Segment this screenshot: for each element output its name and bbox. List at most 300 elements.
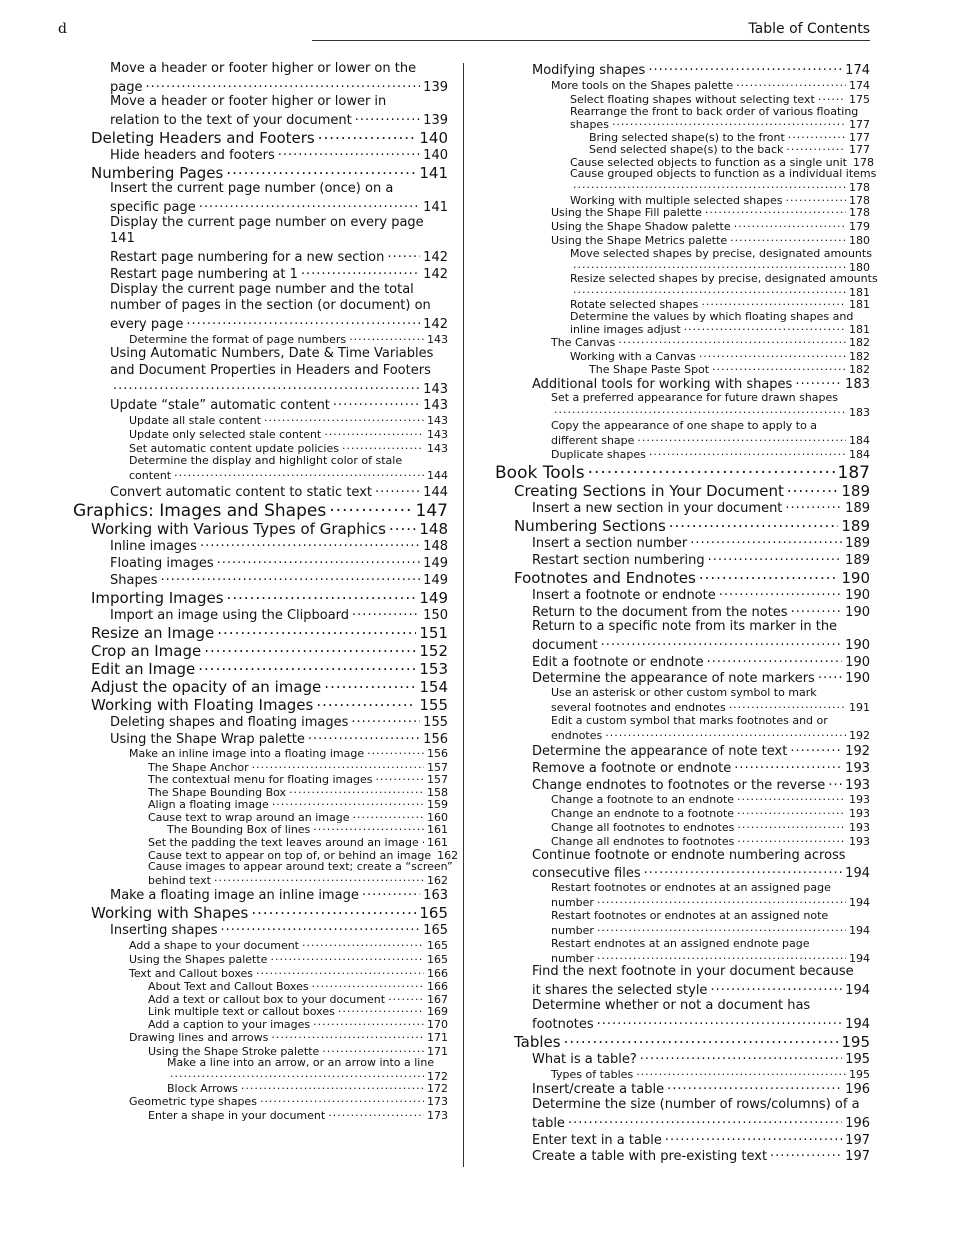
toc-entry[interactable] [129, 1094, 448, 1108]
toc-entry-title: Set the padding the text leaves around an image [148, 836, 419, 849]
toc-entry-title: Restart footnotes or endnotes at an assigned note [551, 909, 829, 922]
toc-entry[interactable] [110, 396, 448, 413]
toc-entry[interactable] [551, 78, 870, 92]
toc-entry[interactable] [91, 519, 448, 538]
toc-entry[interactable] [91, 163, 448, 182]
toc-leader-dots [352, 606, 420, 619]
toc-leader-dots [333, 396, 420, 409]
toc-entry-title: Copy the appearance of one shape to apply to a [551, 419, 818, 432]
toc-leader-dots [252, 760, 424, 771]
toc-entry-title: Align a floating image [148, 798, 269, 811]
toc-entry[interactable] [570, 297, 870, 311]
toc-entry[interactable] [110, 248, 448, 265]
toc-leader-dots [260, 1094, 424, 1105]
toc-entry[interactable] [110, 713, 448, 730]
toc-entry-page: 193 [849, 807, 870, 820]
toc-entry-title: Determine the values by which floating shapes and [570, 310, 854, 323]
toc-entry-page: 192 [849, 729, 870, 742]
toc-entry[interactable] [532, 61, 870, 78]
toc-entry[interactable] [551, 714, 870, 727]
toc-entry[interactable] [532, 636, 870, 653]
toc-entry[interactable] [532, 603, 870, 620]
toc-leader-dots [422, 835, 424, 846]
toc-entry[interactable] [551, 700, 870, 714]
toc-entry[interactable] [91, 695, 448, 714]
toc-entry[interactable] [551, 728, 870, 742]
toc-entry[interactable] [110, 61, 430, 76]
toc-entry-title: Using the Shape Shadow palette [551, 220, 731, 233]
toc-entry[interactable] [551, 820, 870, 834]
toc-entry-title: Using the Shape Fill palette [551, 206, 702, 219]
toc-entry-title: Working with a Canvas [570, 350, 696, 363]
toc-entry[interactable] [551, 834, 870, 848]
toc-entry[interactable] [570, 92, 870, 106]
toc-entry[interactable] [551, 419, 870, 432]
toc-entry[interactable] [551, 881, 870, 894]
toc-leader-dots [113, 380, 420, 393]
toc-entry-title: Return to the document from the notes [532, 605, 788, 620]
toc-leader-dots [145, 78, 420, 91]
toc-entry-page: 156 [423, 732, 448, 747]
toc-entry[interactable] [148, 1108, 448, 1122]
toc-entry[interactable] [110, 537, 448, 554]
toc-entry[interactable] [551, 686, 870, 699]
toc-entry[interactable] [532, 864, 870, 881]
toc-entry[interactable] [91, 903, 448, 922]
toc-entry[interactable] [551, 391, 870, 404]
toc-entry-title: Graphics: Images and Shapes [73, 501, 327, 521]
toc-entry-title: 141 [110, 231, 135, 246]
toc-entry[interactable] [148, 797, 448, 811]
toc-entry[interactable] [110, 483, 448, 500]
toc-entry[interactable] [129, 413, 448, 427]
toc-entry-page: 189 [845, 501, 870, 516]
toc-leader-dots [684, 322, 846, 333]
toc-entry[interactable] [551, 895, 870, 909]
toc-entry-page: 149 [423, 573, 448, 588]
toc-entry-title: Send selected shape(s) to the back [589, 143, 784, 156]
toc-entry[interactable] [148, 873, 448, 887]
toc-entry-page: 178 [853, 156, 874, 169]
toc-leader-dots [597, 951, 846, 962]
toc-leader-dots [786, 142, 846, 153]
toc-entry-title: Deleting shapes and floating images [110, 715, 349, 730]
toc-leader-dots [375, 772, 424, 783]
toc-entry[interactable] [532, 586, 870, 603]
toc-entry-title: Add a shape to your document [129, 939, 299, 952]
toc-entry-page: 166 [427, 980, 448, 993]
toc-entry-title: Inline images [110, 539, 197, 554]
toc-leader-dots [640, 1050, 842, 1063]
toc-leader-dots [388, 992, 424, 1003]
toc-entry[interactable] [110, 298, 448, 313]
toc-entry-page: 149 [419, 589, 448, 607]
toc-entry[interactable] [532, 534, 870, 551]
toc-entry[interactable] [532, 551, 870, 568]
toc-entry-page: 195 [849, 1068, 870, 1081]
toc-entry[interactable] [532, 669, 870, 686]
toc-entry-page: 167 [427, 993, 448, 1006]
toc-entry[interactable] [110, 94, 430, 109]
toc-leader-dots [790, 742, 842, 755]
toc-entry[interactable] [532, 1080, 870, 1097]
toc-entry[interactable] [532, 776, 870, 793]
toc-entry[interactable] [110, 282, 448, 297]
toc-entry-title: Find the next footnote in your document because [532, 964, 854, 979]
toc-entry[interactable] [129, 427, 448, 441]
toc-entry-page: 152 [419, 642, 448, 660]
toc-entry[interactable] [551, 405, 870, 419]
toc-entry-page: 182 [849, 336, 870, 349]
toc-leader-dots [636, 1067, 846, 1078]
toc-leader-dots [227, 588, 417, 603]
toc-entry-title: Use an asterisk or other custom symbol to mark [551, 686, 817, 699]
toc-entry[interactable] [167, 1056, 448, 1069]
toc-leader-dots [597, 923, 846, 934]
toc-entry[interactable] [110, 215, 448, 230]
toc-entry-page: 141 [423, 200, 448, 215]
toc-leader-dots [367, 746, 424, 757]
toc-entry-title: Working with multiple selected shapes [570, 194, 783, 207]
toc-entry[interactable] [110, 921, 448, 938]
toc-entry[interactable] [167, 822, 448, 836]
toc-entry[interactable] [148, 1004, 448, 1018]
toc-leader-dots [271, 1030, 424, 1041]
toc-entry[interactable] [570, 167, 877, 180]
toc-entry-title: behind text [148, 874, 211, 887]
toc-entry[interactable] [532, 1050, 870, 1067]
toc-entry-page: 159 [427, 798, 448, 811]
toc-entry[interactable] [514, 481, 870, 500]
toc-entry[interactable] [110, 886, 448, 903]
toc-entry[interactable] [532, 499, 870, 516]
toc-entry-page: 143 [427, 428, 448, 441]
toc-entry-title: Restart section numbering [532, 553, 705, 568]
toc-entry-title: Working with Shapes [91, 904, 249, 922]
toc-entry-page: 143 [423, 398, 448, 413]
toc-entry[interactable] [589, 142, 870, 156]
toc-entry-page: 196 [845, 1116, 870, 1131]
toc-entry-page: 166 [427, 967, 448, 980]
toc-leader-dots [665, 1131, 842, 1144]
toc-entry-page: 142 [423, 267, 448, 282]
toc-entry[interactable] [532, 1097, 870, 1112]
toc-entry-title: page [110, 80, 143, 95]
toc-leader-dots [241, 1081, 424, 1092]
toc-entry[interactable] [532, 981, 870, 998]
toc-entry-title: Update all stale content [129, 414, 261, 427]
toc-leader-dots [770, 1147, 842, 1160]
toc-entry[interactable] [110, 265, 448, 282]
toc-entry-title: Using the Shape Metrics palette [551, 234, 728, 247]
toc-entry-page: 142 [423, 250, 448, 265]
toc-leader-dots [669, 516, 839, 531]
toc-leader-dots [199, 198, 420, 211]
toc-leader-dots [734, 759, 842, 772]
toc-entry[interactable] [551, 909, 870, 922]
toc-entry[interactable] [551, 792, 870, 806]
toc-entry-title: Geometric type shapes [129, 1095, 257, 1108]
toc-entry[interactable] [129, 468, 448, 482]
toc-entry[interactable] [551, 951, 870, 965]
toc-entry[interactable] [91, 623, 448, 642]
toc-entry[interactable] [551, 433, 870, 447]
toc-entry[interactable] [532, 964, 870, 979]
toc-entry-title: Importing Images [91, 589, 224, 607]
toc-entry[interactable] [532, 1131, 870, 1148]
toc-entry[interactable] [495, 461, 870, 483]
toc-entry-title: Drawing lines and arrows [129, 1031, 269, 1044]
toc-entry-page: 155 [423, 715, 448, 730]
toc-leader-dots [174, 468, 424, 479]
toc-entry-page: 172 [427, 1082, 448, 1095]
toc-entry[interactable] [110, 730, 448, 747]
toc-entry[interactable] [110, 606, 448, 623]
toc-entry-title: several footnotes and endnotes [551, 701, 726, 714]
toc-entry[interactable] [532, 1147, 870, 1164]
toc-entry-page: 189 [845, 536, 870, 551]
toc-entry-page: 195 [841, 1033, 870, 1051]
toc-entry[interactable] [551, 1067, 870, 1081]
toc-entry[interactable] [167, 1081, 448, 1095]
toc-entry-page: 197 [845, 1133, 870, 1148]
toc-leader-dots [387, 248, 420, 261]
toc-entry[interactable] [110, 315, 448, 332]
toc-entry[interactable] [532, 375, 870, 392]
toc-entry-page: 193 [849, 793, 870, 806]
toc-entry[interactable] [91, 128, 448, 147]
toc-entry[interactable] [91, 588, 448, 607]
toc-entry-title: The Canvas [551, 336, 616, 349]
toc-entry-title: Display the current page number and the total [110, 282, 414, 297]
toc-entry-title: Numbering Pages [91, 164, 224, 182]
toc-entry[interactable] [570, 349, 870, 363]
toc-leader-dots [226, 163, 416, 178]
toc-leader-dots [217, 623, 416, 638]
toc-entry[interactable] [129, 952, 448, 966]
toc-entry-title: Display the current page number on every page [110, 215, 424, 230]
toc-leader-dots [719, 586, 842, 599]
toc-entry-page: 178 [849, 181, 870, 194]
toc-entry-title: Working with Floating Images [91, 696, 314, 714]
toc-entry-page: 142 [423, 317, 448, 332]
toc-entry-page: 173 [427, 1095, 448, 1108]
toc-leader-dots [324, 677, 416, 692]
toc-entry-title: Duplicate shapes [551, 448, 646, 461]
toc-entry[interactable] [148, 772, 448, 786]
toc-entry[interactable] [551, 806, 870, 820]
toc-entry[interactable] [570, 322, 870, 336]
toc-entry[interactable] [91, 641, 448, 660]
toc-leader-dots [318, 128, 417, 143]
toc-entry[interactable] [148, 835, 448, 849]
toc-entry-page: 143 [423, 382, 448, 397]
toc-entry[interactable] [532, 1015, 870, 1032]
toc-entry-title: Make a floating image an inline image [110, 888, 359, 903]
toc-entry-page: 184 [849, 448, 870, 461]
toc-entry[interactable] [129, 332, 448, 346]
toc-entry-title: Determine the appearance of note text [532, 744, 788, 759]
toc-entry-page: 144 [423, 485, 448, 500]
toc-entry-title: Add a text or callout box to your document [148, 993, 386, 1006]
toc-entry-page: 184 [849, 434, 870, 447]
toc-entry[interactable] [110, 198, 448, 215]
toc-entry-page: 179 [849, 220, 870, 233]
toc-entry-title: Using the Shapes palette [129, 953, 268, 966]
toc-entry-title: The Shape Bounding Box [148, 786, 287, 799]
toc-entry-title: specific page [110, 200, 196, 215]
toc-entry-title: Floating images [110, 556, 214, 571]
toc-entry-page: 190 [841, 569, 870, 587]
toc-entry[interactable] [532, 742, 870, 759]
toc-entry[interactable] [589, 362, 870, 376]
toc-entry-title: Modifying shapes [532, 63, 646, 78]
toc-entry-page: 141 [419, 164, 448, 182]
toc-leader-dots [737, 834, 846, 845]
toc-entry[interactable] [110, 181, 430, 196]
toc-entry-title: Make a line into an arrow, or an arrow into a line [167, 1056, 435, 1069]
toc-entry[interactable] [129, 454, 448, 467]
toc-entry-page: 197 [845, 1149, 870, 1164]
toc-entry[interactable] [73, 499, 448, 521]
toc-leader-dots [256, 966, 424, 977]
toc-entry-page: 180 [849, 261, 870, 274]
toc-entry[interactable] [532, 848, 870, 863]
toc-leader-dots [648, 61, 842, 74]
toc-entry-page: 151 [419, 624, 448, 642]
toc-entry[interactable] [532, 653, 870, 670]
toc-entry[interactable] [148, 1017, 448, 1031]
toc-entry-title: Change endnotes to footnotes or the reverse [532, 778, 826, 793]
toc-entry[interactable] [129, 966, 448, 980]
toc-entry-title: Creating Sections in Your Document [514, 482, 784, 500]
toc-entry[interactable] [129, 441, 448, 455]
toc-entry[interactable] [532, 759, 870, 776]
toc-leader-dots [308, 730, 420, 743]
toc-leader-dots [324, 427, 424, 438]
toc-entry[interactable] [514, 1032, 870, 1051]
toc-entry-title: Determine the format of page numbers [129, 333, 347, 346]
toc-entry-page: 165 [419, 904, 448, 922]
toc-entry[interactable] [91, 659, 448, 678]
toc-entry-title: Using the Shape Wrap palette [110, 732, 305, 747]
toc-entry[interactable] [570, 272, 878, 285]
toc-leader-dots [573, 260, 846, 271]
toc-entry[interactable] [532, 619, 870, 634]
toc-leader-dots [186, 315, 420, 328]
toc-entry-title: The contextual menu for floating images [148, 773, 373, 786]
toc-entry-title: Insert a section number [532, 536, 688, 551]
toc-entry[interactable] [110, 571, 448, 588]
toc-entry-page: 183 [849, 406, 870, 419]
toc-entry-title: Rotate selected shapes [570, 298, 699, 311]
toc-entry-page: 143 [427, 333, 448, 346]
toc-leader-dots [699, 349, 846, 360]
toc-entry[interactable] [91, 677, 448, 696]
toc-leader-dots [328, 1108, 424, 1119]
toc-entry[interactable] [148, 860, 453, 873]
toc-entry[interactable] [551, 447, 870, 461]
toc-entry[interactable] [110, 554, 448, 571]
toc-entry-title: Inserting shapes [110, 923, 218, 938]
toc-entry[interactable] [551, 335, 870, 349]
toc-entry-title: Return to a specific note from its marker in the [532, 619, 838, 634]
toc-leader-dots [785, 193, 846, 204]
toc-entry-title: Insert a footnote or endnote [532, 588, 716, 603]
toc-entry-page: 165 [427, 953, 448, 966]
toc-entry[interactable] [129, 746, 448, 760]
toc-entry[interactable] [110, 146, 448, 163]
toc-leader-dots [690, 534, 842, 547]
toc-leader-dots [649, 447, 846, 458]
toc-entry-title: Make an inline image into a floating image [129, 747, 365, 760]
toc-entry-title: The Shape Paste Spot [589, 363, 710, 376]
toc-leader-dots [612, 117, 846, 128]
toc-entry[interactable] [551, 205, 870, 219]
toc-entry[interactable] [110, 346, 448, 361]
toc-entry[interactable] [110, 111, 448, 128]
toc-entry[interactable] [570, 247, 870, 260]
toc-entry-title: Set automatic content update policies [129, 442, 339, 455]
toc-entry-title: Change all footnotes to endnotes [551, 821, 735, 834]
toc-entry-title: The Bounding Box of lines [167, 823, 311, 836]
toc-entry[interactable] [110, 231, 170, 246]
toc-entry[interactable] [110, 363, 448, 378]
toc-entry[interactable] [129, 938, 448, 952]
toc-entry[interactable] [532, 1114, 870, 1131]
toc-leader-dots [198, 659, 416, 674]
toc-entry[interactable] [551, 219, 870, 233]
toc-leader-dots [322, 1044, 424, 1055]
toc-entry-title: Convert automatic content to static text [110, 485, 372, 500]
toc-entry-page: 150 [423, 608, 448, 623]
toc-entry-title: shapes [570, 118, 609, 131]
toc-entry-page: 191 [849, 701, 870, 714]
toc-entry-page: 178 [849, 194, 870, 207]
toc-entry[interactable] [148, 979, 448, 993]
toc-entry[interactable] [551, 937, 870, 950]
toc-entry[interactable] [110, 380, 448, 397]
toc-entry-page: 177 [849, 131, 870, 144]
toc-entry-page: 143 [427, 414, 448, 427]
toc-leader-dots [573, 180, 846, 191]
toc-leader-dots [787, 481, 839, 496]
toc-entry-page: 139 [423, 80, 448, 95]
toc-entry-title: Remove a footnote or endnote [532, 761, 732, 776]
toc-entry[interactable] [551, 233, 870, 247]
toc-entry[interactable] [514, 568, 870, 587]
toc-entry-title: Cause selected objects to function as a single unit [570, 156, 847, 169]
toc-entry[interactable] [551, 923, 870, 937]
toc-entry-title: Deleting Headers and Footers [91, 129, 315, 147]
toc-leader-dots [313, 1017, 424, 1028]
toc-entry-page: 193 [849, 835, 870, 848]
toc-entry-title: Edit a custom symbol that marks footnotes and or [551, 714, 828, 727]
toc-leader-dots [355, 111, 420, 124]
toc-entry[interactable] [532, 998, 870, 1013]
toc-entry[interactable] [129, 1030, 448, 1044]
toc-entry[interactable] [570, 117, 870, 131]
toc-entry[interactable] [110, 78, 448, 95]
toc-entry-page: 161 [427, 836, 448, 849]
toc-leader-dots [708, 551, 843, 564]
toc-leader-dots [349, 332, 424, 343]
toc-leader-dots [734, 219, 846, 230]
toc-entry[interactable] [570, 180, 870, 194]
toc-entry[interactable] [514, 516, 870, 535]
toc-entry-title: Restart page numbering for a new section [110, 250, 385, 265]
toc-leader-dots [737, 806, 846, 817]
